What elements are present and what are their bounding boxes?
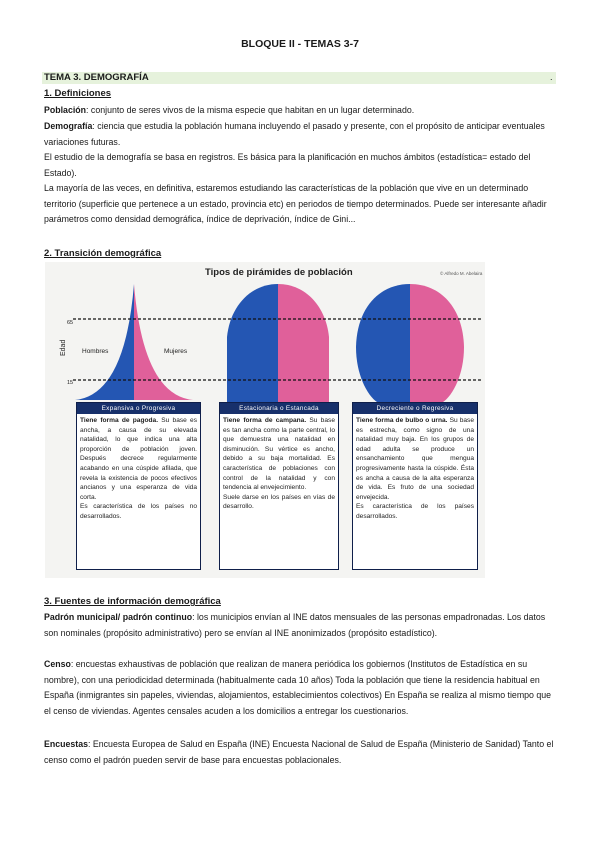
population-pyramids-figure bbox=[45, 262, 485, 578]
pyramid-estacionaria-men bbox=[227, 284, 278, 402]
tema-marker: . bbox=[550, 72, 553, 82]
box-estacionaria: Estacionaria o Estancada Tiene forma de campana. Su base es tan ancha como la parte central, lo que demuestra una natalidad en disminución. Su vértice es ancho, debido a su baja mortalidad. Es característica de poblaciones con control de la natalidad y con tendencia al envejecimiento. Suele darse en los países en vías de desarrollo. bbox=[219, 402, 339, 570]
paragraph-padron: Padrón municipal/ padrón continuo: los municipios envían al INE datos mensuales de las personas empadronadas. Los datos son nominales (propósito administrativo) pero se envían al INE anonimizados (propósito estadístico). bbox=[44, 612, 546, 638]
box-header: Estacionaria o Estancada bbox=[220, 403, 338, 414]
men-label: Hombres bbox=[82, 348, 109, 355]
page-title: BLOQUE II - TEMAS 3-7 bbox=[241, 38, 359, 50]
figure-credit: © Alfredo M. Abelaira bbox=[440, 271, 483, 276]
pyramid-estacionaria-women bbox=[278, 284, 329, 402]
paragraph-encuestas: Encuestas: Encuesta Europea de Salud en España (INE) Encuesta Nacional de Salud de España (Ministerio de Sanidad) Tanto el censo como el padrón pueden servir de base para encuestas poblacionales. bbox=[44, 739, 554, 765]
pyramid-regresiva-men bbox=[356, 284, 410, 402]
women-label: Mujeres bbox=[164, 348, 188, 355]
section-heading-fuentes: 3. Fuentes de información demográfica bbox=[44, 596, 221, 607]
box-header: Expansiva o Progresiva bbox=[77, 403, 200, 414]
definition-demografia: Demografía: ciencia que estudia la población humana incluyendo el pasado y presente, con el propósito de anticipar eventuales variaciones futuras. bbox=[44, 121, 545, 147]
section-heading-transicion: 2. Transición demográfica bbox=[44, 248, 162, 259]
age-axis-label: Edad bbox=[60, 339, 67, 356]
age-65-label: 65 bbox=[67, 320, 74, 326]
tema-heading: TEMA 3. DEMOGRAFÍA bbox=[44, 72, 149, 83]
paragraph-territorio: La mayoría de las veces, en definitiva, estaremos estudiando las características de la población que vive en un determinado territorio (superficie que pertenece a un estado, provincia etc) en periodos de tiempo determinados. Puede ser interesante añadir parámetros como densidad demográfica, índice de deprivación, índice de Gini... bbox=[44, 183, 547, 224]
pyramid-expansiva-men bbox=[75, 284, 134, 400]
box-regresiva: Decreciente o Regresiva Tiene forma de bulbo o urna. Su base es estrecha, como signo de una natalidad muy baja. En los grupos de edad adulta se produce un ensanchamiento que mengua progresivamente hasta la cúspide. Ésta es ancha a causa de la alta esperanza de vida. Es fruto de una sociedad envejecida. Es característica de los países desarrollados. bbox=[352, 402, 478, 570]
paragraph-censo: Censo: encuestas exhaustivas de población que realizan de manera periódica los gobiernos (Institutos de Estadística en su nombre), con una periodicidad determinada (habitualmente cada 10 años) Toda la población que tiene la residencia habitual en España (inmigrantes sin papeles, viviendas, alojamientos, establecimientos colectivos) En España se realiza al mismo tiempo que el censo de viviendas. Agentes censales acuden a los domicilios a entregar los cuestionarios. bbox=[44, 659, 552, 716]
age-15-label: 15 bbox=[67, 380, 74, 386]
box-expansiva: Expansiva o Progresiva Tiene forma de pagoda. Su base es ancha, a causa de su elevada natalidad, lo que indica una alta proporción de población joven. Después decrece regularmente acabando en una cúspide afilada, que revela la existencia de pocos efectivos ancianos y una esperanza de vida corta. Es característica de los países no desarrollados. bbox=[76, 402, 201, 570]
box-header: Decreciente o Regresiva bbox=[353, 403, 477, 414]
figure-title: Tipos de pirámides de población bbox=[205, 267, 353, 278]
section-heading-definiciones: 1. Definiciones bbox=[44, 88, 112, 99]
definition-poblacion: Población: conjunto de seres vivos de la misma especie que habitan en un lugar determinado. bbox=[44, 105, 415, 115]
pyramid-expansiva-women bbox=[134, 284, 193, 400]
paragraph-registros: El estudio de la demografía se basa en registros. Es básica para la planificación en muchos ámbitos (estadística= estado del Estado). bbox=[44, 152, 531, 178]
pyramid-regresiva-women bbox=[410, 284, 464, 402]
